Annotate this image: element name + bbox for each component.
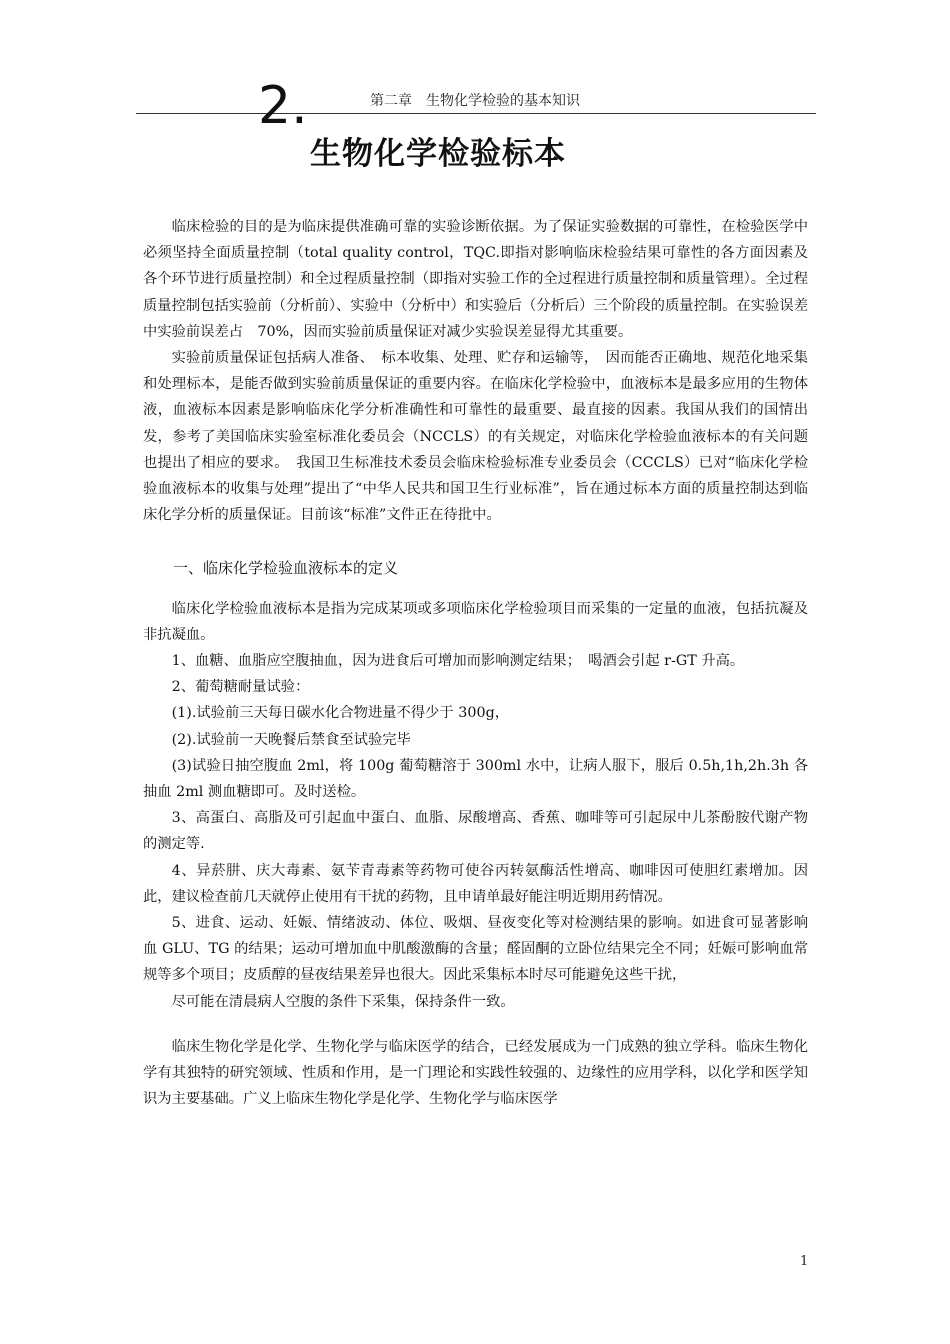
chapter-number: 2. [258, 76, 308, 136]
paragraph: 实验前质量保证包括病人准备、 标本收集、处理、贮存和运输等， 因而能否正确地、规范化地采集和处理标本，是能否做到实验前质量保证的重要内容。在临床化学检验中，血液标本是最多应用的生物体液，血液标本因素是影响临床化学分析准确性和可靠性的最重要、最直接的因素。我国从我们的国情出发，参考了美国临床实验室标准化委员会（NCCLS）的有关规定，对临床化学检验血液标本的有关问题也提出了相应的要求。 我国卫生标准技术委员会临床检验标准专业委员会（CCCLS）已对“临床化学检验血液标本的收集与处理”提出了“中华人民共和国卫生行业标准”，旨在通过标本方面的质量控制达到临床化学分析的质量保证。目前该“标准”文件正在待批中。 [143, 350, 808, 524]
paragraph: (2).试验前一天晚餐后禁食至试验完毕 [171, 731, 411, 748]
section-heading: 一、临床化学检验血液标本的定义 [173, 559, 399, 578]
paragraph: 临床生物化学是化学、生物化学与临床医学的结合，已经发展成为一门成熟的独立学科。临床生物化学有其独特的研究领域、性质和作用，是一门理论和实践性较强的、边缘性的应用学科，以化学和医学知识为主要基础。广义上临床生物化学是化学、生物化学与临床医学 [143, 1038, 808, 1108]
paragraph: 临床化学检验血液标本是指为完成某项或多项临床化学检验项目而采集的一定量的血液，包括抗凝及非抗凝血。 [143, 600, 808, 643]
page-number: 1 [800, 1254, 809, 1269]
paragraph: 1、血糖、血脂应空腹抽血，因为进食后可增加而影响测定结果； 喝酒会引起 r-GT 升高。 [171, 653, 745, 670]
paragraph: (1).试验前三天每日碳水化合物进量不得少于 300g， [171, 705, 510, 722]
paragraph: (3)试验日抽空腹血 2ml，将 100g 葡萄糖溶于 300ml 水中，让病人服下，服后 0.5h,1h,2h.3h 各抽血 2ml 测血糖即可。及时送检。 [143, 757, 808, 801]
paragraph: 尽可能在清晨病人空腹的条件下采集，保持条件一致。 [171, 993, 515, 1010]
header-rule [136, 113, 816, 114]
body-text [143, 214, 808, 1113]
paragraph: 3、高蛋白、高脂及可引起血中蛋白、血脂、尿酸增高、香蕉、咖啡等可引起尿中儿茶酚胺代谢产物的测定等. [143, 810, 808, 853]
paragraph: 4、异菸肼、庆大毒素、氨苄青毒素等药物可使谷丙转氨酶活性增高、咖啡因可使胆红素增加。因此，建议检查前几天就停止使用有干扰的药物，且申请单最好能注明近期用药情况。 [143, 862, 808, 905]
paragraph: 5、进食、运动、妊娠、情绪波动、体位、吸烟、昼夜变化等对检测结果的影响。如进食可显著影响血 GLU、TG 的结果；运动可增加血中肌酸激酶的含量；醛固酮的立卧位结果完全不同；妊娠可影响血常规等多个项目；皮质醇的昼夜结果差异也很大。因此采集标本时尽可能避免这些干扰， [143, 915, 808, 984]
paragraph: 2、葡萄糖耐量试验： [171, 679, 310, 696]
paragraph: 临床检验的目的是为临床提供准确可靠的实验诊断依据。为了保证实验数据的可靠性，在检验医学中必须坚持全面质量控制（total quality control，TQC.即指对影响临床检验结果可靠性的各方面因素及各个环节进行质量控制）和全过程质量控制（即指对实验工作的全过程进行质量控制和质量管理）。全过程质量控制包括实验前（分析前）、实验中（分析中）和实验后（分析后）三个阶段的质量控制。在实验误差中实验前误差占 70%，因而实验前质量保证对减少实验误差显得尤其重要。 [143, 219, 808, 340]
running-header: 第二章 生物化学检验的基本知识 [370, 93, 580, 109]
chapter-title: 生物化学检验标本 [310, 136, 566, 172]
